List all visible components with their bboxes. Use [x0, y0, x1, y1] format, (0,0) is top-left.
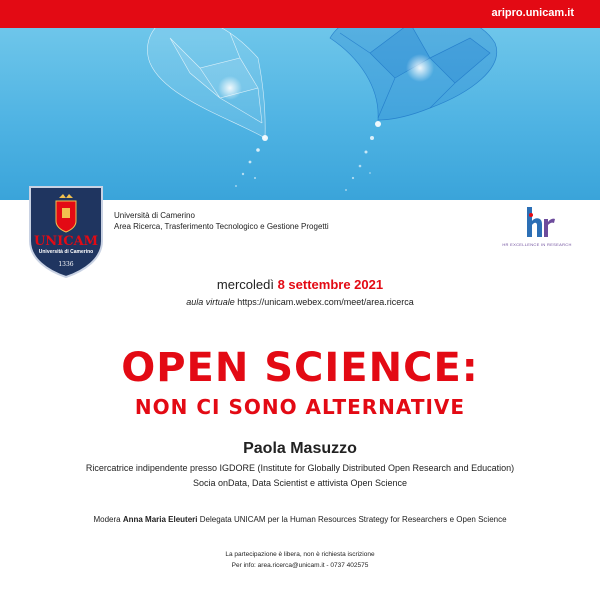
hero-banner — [0, 28, 600, 200]
hr-excellence-logo — [508, 205, 564, 255]
hr-caption: HR EXCELLENCE IN RESEARCH — [502, 242, 572, 247]
virtual-room-label: aula virtuale — [186, 297, 235, 307]
unicam-wordmark: UNICAM — [33, 234, 99, 249]
moderator-role: Delegata UNICAM per la Human Resources Strategy for Researchers e Open Science — [199, 515, 507, 524]
hr-mark-icon — [508, 205, 564, 245]
unicam-year: 1336 — [58, 261, 74, 268]
event-date: 8 settembre 2021 — [277, 277, 384, 292]
site-url-link[interactable]: aripro.unicam.it — [491, 7, 574, 19]
event-weekday: mercoledì — [216, 277, 274, 292]
unicam-subtitle: Università di Camerino — [38, 249, 94, 255]
left-heart-shape — [147, 28, 265, 138]
speaker-name: Paola Masuzzo — [243, 440, 357, 457]
event-title: OPEN SCIENCE: — [121, 345, 479, 391]
institution-name: Università di Camerino — [114, 211, 195, 220]
speaker-affiliation: Ricercatrice indipendente presso IGDORE (Institute for Globally Distributed Open Research and Education) — [85, 463, 515, 473]
unicam-shield-logo — [26, 183, 106, 279]
top-bar — [0, 0, 600, 28]
event-date-line — [0, 277, 600, 292]
hero-hearts-illustration — [0, 28, 600, 200]
moderator-line — [0, 515, 600, 524]
contact-info[interactable]: Per info: area.ricerca@unicam.it - 0737 402575 — [231, 562, 369, 569]
participation-note: La partecipazione è libera, non è richiesta iscrizione — [225, 551, 375, 558]
virtual-room-line — [0, 297, 600, 307]
institution-block — [114, 210, 329, 232]
moderator-prefix: Modera — [93, 515, 121, 524]
virtual-room-link[interactable]: https://unicam.webex.com/meet/area.ricerca — [237, 297, 414, 307]
speaker-roles: Socia onData, Data Scientist e attivista Open Science — [192, 478, 408, 488]
institution-department: Area Ricerca, Trasferimento Tecnologico e Gestione Progetti — [114, 222, 329, 231]
moderator-name: Anna Maria Eleuteri — [122, 515, 198, 524]
event-subtitle: NON CI SONO ALTERNATIVE — [134, 395, 466, 419]
